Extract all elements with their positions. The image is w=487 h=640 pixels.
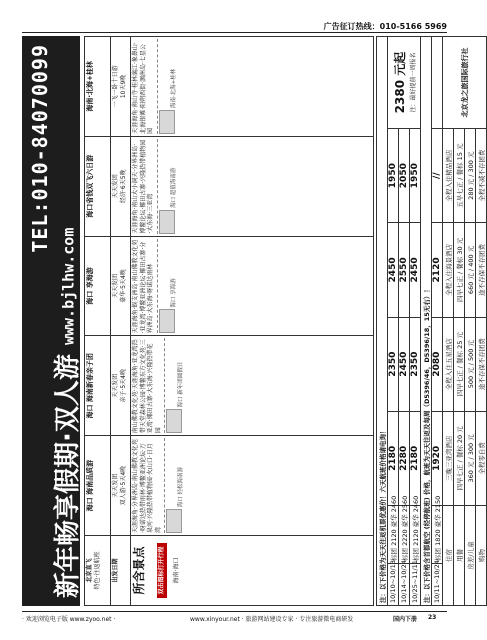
price-cell: 2350 <box>410 317 421 411</box>
price-cell: 2120 <box>432 223 443 317</box>
row-label: 购物 <box>476 506 487 606</box>
footer-rule <box>22 611 447 612</box>
price-route: 标团 2120 豪华 2460 <box>388 506 399 564</box>
sidebar-origin: 北京直飞 特色·往返航班 <box>85 536 111 606</box>
detail-cell: 途不存保不存团费 <box>476 317 487 411</box>
col-places-3: 天涯海角·蜈支洲岛·南山佛教文化苑·亚龙湾·博鳌亚洲论坛·椰田古寨·分界洲岛·大东海·呀诺达雨林 海口 享海游 <box>131 236 374 336</box>
detail-cell: 五早七正 / 餐标 15 元 <box>454 129 465 223</box>
table-row <box>432 37 443 606</box>
col-title-2: 海口 海南新春亲子团 <box>85 336 111 436</box>
detail-cell: 全程入住海景酒店 <box>443 223 454 317</box>
price-cell: 2350 <box>388 317 399 411</box>
banner-phone: TEL:010-84070099 <box>28 44 52 253</box>
price-cell-empty <box>432 37 443 129</box>
days-label: 出发日期 <box>111 536 131 606</box>
footer-left[interactable]: · 欢迎浏览电子版 www.zyoo.net · <box>22 616 116 623</box>
top-hotline: 广告征订热线：010-5166 5969 <box>323 22 447 31</box>
top-rule <box>22 32 447 33</box>
photo-thumbnail-icon <box>159 309 175 333</box>
price-cell: 2550 <box>399 223 410 317</box>
price-date: 10/10~10/13 <box>388 564 399 606</box>
price-note-1: 注：以下价格为天天往返机票优惠价！六天航班价格请电询！ <box>377 37 388 606</box>
price-cell: 2050 <box>399 129 410 223</box>
detail-cell: 全程入住精品酒店 <box>443 129 454 223</box>
detail-cell: 全程不减不存团费 <box>476 129 487 223</box>
price-cell: 2180 <box>410 411 421 505</box>
open-itinerary-badge[interactable]: 双击图标打开行程 <box>157 544 167 598</box>
price-cell: 1950 <box>388 129 399 223</box>
detail-cell: 500 元 / 500 元 <box>465 317 476 411</box>
price-date: 10/14~10/24 <box>399 564 410 606</box>
price-route: 标团 2120 豪华 2460 <box>410 506 421 564</box>
row-label: 用餐 <box>454 506 465 606</box>
col-places-1: 天涯海角·分界洲岛·南山佛教文化苑·呀诺达热带雨林·博鳌亚洲论坛·万泉河·兴隆热带植物园·火山口·日月湾 海口 轻松海南游 <box>131 436 374 536</box>
price-route: 标团 1820 豪华 2150 <box>432 506 443 564</box>
detail-cell: 四早七正 / 餐标 30 元 <box>454 223 465 317</box>
row-label: 住宿 <box>443 506 454 606</box>
price-cell: 2080 <box>432 317 443 411</box>
photo-thumbnail-icon <box>166 409 182 433</box>
company-name: 北京龙之旅国际旅行社 <box>443 37 487 129</box>
footer-right[interactable]: www.xinyour.net · 旅游网站建设专家 · 专注旅游微电商研发 <box>190 616 354 623</box>
side-price: 2380 元起 注：最好提前一周报名 <box>388 37 421 129</box>
col-tag-4: 天天发团 经济·6天5晚 <box>111 136 131 236</box>
rotated-page <box>22 36 486 606</box>
detail-cell: 280 元 / 300 元 <box>465 129 476 223</box>
col-tag-2: 天天发团 亲子·5天4晚 <box>111 336 131 436</box>
price-cell: // <box>432 129 443 223</box>
price-cell: 2280 <box>399 411 410 505</box>
photo-thumbnail-icon <box>159 210 175 234</box>
schedule-table <box>84 36 374 606</box>
col-places-2: 南山佛教文化苑·天涯海角·亚龙湾热带天堂森林公园·博鳌东方文化苑·三亚湾·椰田古寨·大东海·兴隆热带花园 海口 新年团圆假日 <box>131 336 374 436</box>
detail-cell: 660 元 / 400 元 <box>465 223 476 317</box>
price-cell: 1920 <box>432 411 443 505</box>
price-date: 10/11~10/24 <box>432 564 443 606</box>
photo-thumbnail-icon <box>166 509 182 533</box>
col-places-5: 天涯海角·南山寺·桂林漓江·象鼻山·北海银滩·阳朔西街·涠洲岛·七星公园 海南·北海+桂林 <box>131 37 374 137</box>
banner-url[interactable]: www.bjlhw.com <box>59 227 78 346</box>
row-label: 房差/儿童 <box>465 506 476 606</box>
price-date: 10/25~11/11 <box>410 564 421 606</box>
col-places-4: 天涯海角·南山大小洞天·分界洲岛·博鳌论坛·椰田古寨·兴隆热带植物园·大东海·三亚湾 海口 超值海南游 <box>131 136 374 236</box>
price-cell: 2450 <box>410 223 421 317</box>
price-note-2: 注：以下价格含首都航空 (经停航班) 价格，航班为天天往返及每周（D5396/46，D5396/18，15无右）！ <box>421 37 432 606</box>
col-tag-1: 天天发团 双人游·5天4晚 <box>111 436 131 536</box>
col-tag-3: 天天发团 豪华·5天4晚 <box>111 236 131 336</box>
price-route: 标团 2220 豪华 2560 <box>399 506 410 564</box>
col-title-3: 海口 享海游 <box>85 236 111 336</box>
header-banner <box>22 36 83 606</box>
places-label: 所含景点 双击图标打开行程 海南·海口 <box>131 536 374 606</box>
photo-thumbnail-icon <box>159 110 175 134</box>
detail-cell: 三晚三亚湾酒店 <box>443 411 454 505</box>
col-title-4: 海口省钱双飞六日游 <box>85 136 111 236</box>
detail-cell: 360 元 / 300 元 <box>465 411 476 505</box>
price-table <box>376 36 487 606</box>
detail-cell: 全程入住五星酒店 <box>443 317 454 411</box>
table-row <box>388 37 399 606</box>
banner-title: 新年畅享假期·双人游 www.bjlhw.com <box>53 227 83 598</box>
detail-cell: 四早七正 / 餐标 20 元 <box>454 411 465 505</box>
price-cell: 2450 <box>399 317 410 411</box>
price-cell: 1950 <box>410 129 421 223</box>
table-row <box>443 37 454 606</box>
price-cell: 2180 <box>388 411 399 505</box>
detail-cell: 途不存保不存团费 <box>476 223 487 317</box>
detail-cell: 四早七正 / 餐标 25 元 <box>454 317 465 411</box>
price-cell: 2450 <box>388 223 399 317</box>
detail-cell: 全程零自费 <box>476 411 487 505</box>
col-title-5: 海南·北海+桂林 <box>85 37 111 137</box>
page-number: 23 <box>428 614 437 621</box>
col-tag-5: 一飞一卧十日游 10天9晚 <box>111 37 131 137</box>
footer-section: 国内下册 <box>393 616 418 623</box>
col-title-1: 海口 海南品质游 <box>85 436 111 536</box>
